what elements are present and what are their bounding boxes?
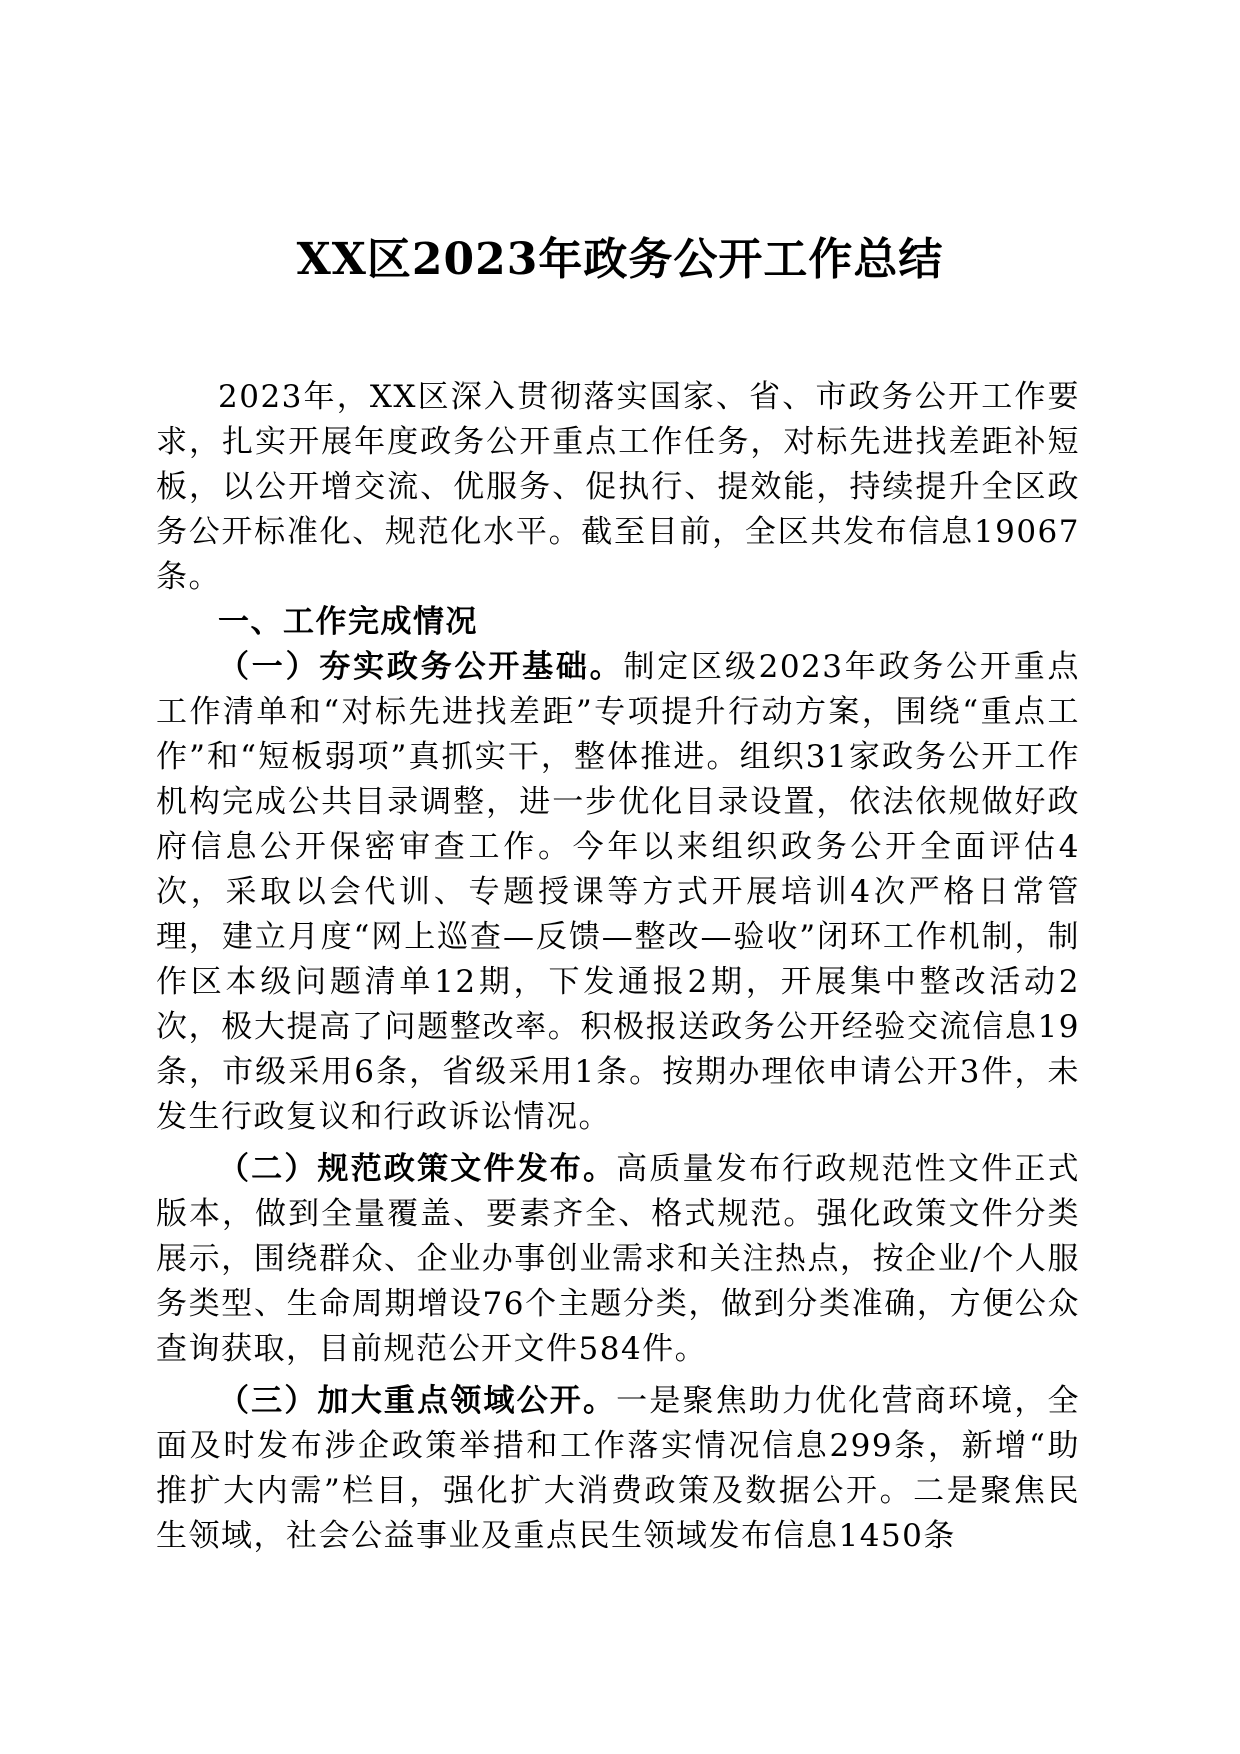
subsection-text: 高质量发布行政规范性文件正式版本，做到全量覆盖、要素齐全、格式规范。强化政策文件分类展示，围绕群众、企业办事创业需求和关注热点，按企业/个人服务类型、生命周期增设76个主题分类，做到分类准确，方便公众查询获取，目前规范公开文件584件。 [156, 1151, 1081, 1367]
subsection-paragraph [156, 645, 1080, 1140]
subsection-paragraph [156, 1147, 1080, 1372]
subsection-text: 制定区级2023年政务公开重点工作清单和“对标先进找差距”专项提升行动方案，围绕“重点工作”和“短板弱项”真抓实干，整体推进。组织31家政务公开工作机构完成公共目录调整，进一步优化目录设置，依法依规做好政府信息公开保密审查工作。今年以来组织政务公开全面评估4次，采取以会代训、专题授课等方式开展培训4次严格日常管理，建立月度“网上巡查—反馈—整改—验收”闭环工作机制，制作区本级问题清单12期，下发通报2期，开展集中整改活动2次，极大提高了问题整改率。积极报送政务公开经验交流信息19条，市级采用6条，省级采用1条。按期办理依申请公开3件，未发生行政复议和行政诉讼情况。 [156, 649, 1080, 1135]
subsection-lead: （一）夯实政务公开基础。 [218, 649, 624, 685]
page-title: XX区2023年政务公开工作总结 [296, 234, 944, 285]
subsection-lead: （二）规范政策文件发布。 [218, 1151, 617, 1187]
subsection-paragraph [156, 1379, 1080, 1559]
intro-paragraph: 2023年，XX区深入贯彻落实国家、省、市政务公开工作要求，扎实开展年度政务公开重点工作任务，对标先进找差距补短板，以公开增交流、优服务、促执行、提效能，持续提升全区政务公开标准化、规范化水平。截至目前，全区共发布信息19067条。 [156, 379, 1080, 595]
section-heading: 一、工作完成情况 [218, 604, 478, 640]
subsection-lead: （三）加大重点领域公开。 [218, 1383, 617, 1419]
document-body [156, 375, 1080, 1559]
subsection-text: 一是聚焦助力优化营商环境，全面及时发布涉企政策举措和工作落实情况信息299条，新增“助推扩大内需”栏目，强化扩大消费政策及数据公开。二是聚焦民生领域，社会公益事业及重点民生领域发布信息1450条 [156, 1383, 1081, 1554]
